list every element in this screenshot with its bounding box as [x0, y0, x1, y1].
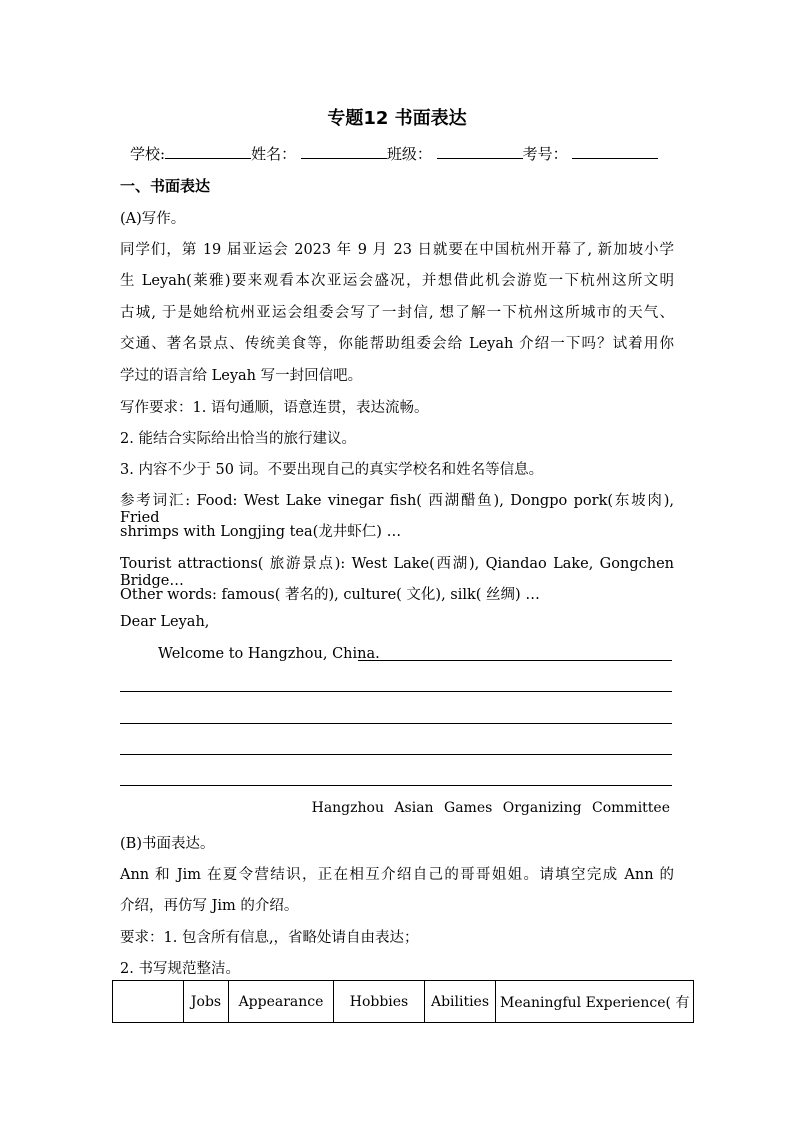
letter-signature: Hangzhou Asian Games Organizing Committee	[311, 800, 670, 816]
vocab-line: 参考词汇: Food: West Lake vinegar fish( 西湖醋鱼), Dongpo pork(东坡肉), Fried	[120, 493, 674, 526]
table-header-cell: Hobbies	[334, 981, 425, 1023]
part-b-requirement: 要求：1. 包含所有信息,，省略处请自由表达；	[120, 930, 419, 946]
letter-greeting: Dear Leyah,	[120, 614, 210, 630]
part-b-requirement: 2. 书写规范整洁。	[120, 961, 240, 977]
table-header-cell: Jobs	[184, 981, 229, 1023]
school-blank[interactable]	[165, 144, 251, 159]
name-label: 姓名：	[251, 145, 297, 163]
writing-line[interactable]	[358, 660, 672, 661]
part-a-prompt-line: 交通、著名景点、传统美食等，你能帮助组委会给 Leyah 介绍一下吗？试着用你	[120, 336, 674, 352]
page-title: 专题12 书面表达	[327, 108, 467, 129]
table-header-cell: Meaningful Experience( 有	[496, 981, 694, 1023]
student-info-row	[130, 143, 658, 164]
writing-line[interactable]	[120, 723, 672, 724]
part-b-label: (B)书面表达。	[120, 836, 215, 852]
section-heading: 一、书面表达	[120, 177, 211, 195]
letter-opening: Welcome to Hangzhou, China.	[158, 646, 380, 662]
part-a-prompt-line: 生 Leyah(莱雅)要来观看本次亚运会盛况，并想借此机会游览一下杭州这所文明	[120, 273, 674, 289]
vocab-line: Tourist attractions( 旅游景点): West Lake(西湖), Qiandao Lake, Gongchen Bridge…	[120, 556, 674, 589]
part-b-prompt-line: 介绍，再仿写 Jim 的介绍。	[120, 898, 299, 914]
part-a-prompt-line: 同学们，第 19 届亚运会 2023 年 9 月 23 日就要在中国杭州开幕了, 新加坡小学	[120, 242, 674, 258]
vocab-line: shrimps with Longjing tea(龙井虾仁) …	[120, 524, 402, 540]
part-a-requirement: 2. 能结合实际给出恰当的旅行建议。	[120, 431, 356, 447]
name-blank[interactable]	[301, 144, 387, 159]
class-blank[interactable]	[437, 144, 523, 159]
number-blank[interactable]	[572, 144, 658, 159]
part-a-prompt-line: 学过的语言给 Leyah 写一封回信吧。	[120, 368, 363, 384]
table-header-cell: Abilities	[425, 981, 496, 1023]
number-label: 考号：	[522, 145, 568, 163]
info-table	[112, 980, 694, 1023]
vocab-line: Other words: famous( 著名的), culture( 文化), silk( 丝绸) …	[120, 587, 540, 603]
writing-line[interactable]	[120, 754, 672, 755]
school-label: 学校:	[130, 145, 166, 163]
table-header-row	[113, 981, 694, 1023]
part-a-requirement: 写作要求：1. 语句通顺，语意连贯，表达流畅。	[120, 400, 429, 416]
part-b-prompt-line: Ann 和 Jim 在夏令营结识，正在相互介绍自己的哥哥姐姐。请填空完成 Ann 的	[120, 867, 674, 883]
table-header-cell: Appearance	[229, 981, 334, 1023]
part-a-requirement: 3. 内容不少于 50 词。不要出现自己的真实学校名和姓名等信息。	[120, 462, 544, 478]
part-a-label: (A)写作。	[120, 211, 186, 227]
writing-line[interactable]	[120, 691, 672, 692]
table-header-cell	[113, 981, 184, 1023]
part-a-prompt-line: 古城, 于是她给杭州亚运会组委会写了一封信, 想了解一下杭州这所城市的天气、	[120, 305, 674, 321]
class-label: 班级：	[386, 145, 432, 163]
writing-line[interactable]	[120, 785, 672, 786]
